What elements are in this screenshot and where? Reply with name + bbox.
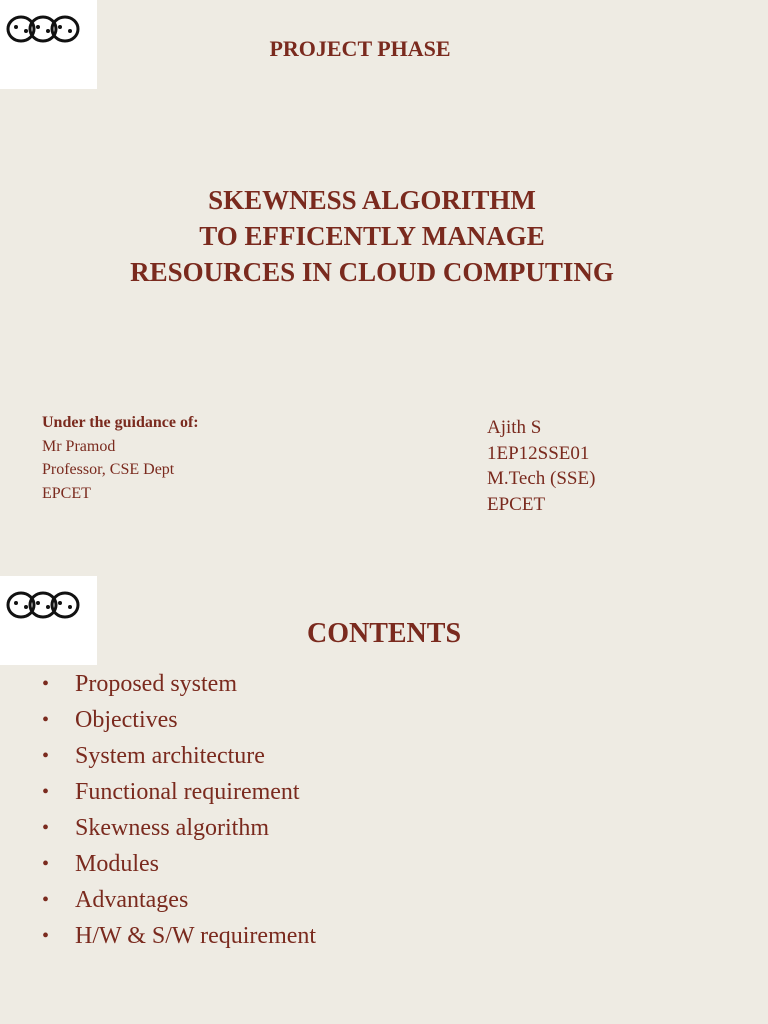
list-item-label: Objectives — [75, 707, 178, 733]
list-item-label: H/W & S/W requirement — [75, 923, 317, 949]
contents-list — [42, 666, 316, 954]
student-block — [487, 415, 595, 517]
student-course: M.Tech (SSE) — [487, 468, 596, 489]
student-usn: 1EP12SSE01 — [487, 442, 590, 464]
guide-name: Mr Pramod — [42, 437, 116, 455]
list-item — [42, 702, 316, 738]
list-item-label: Skewness algorithm — [75, 815, 269, 841]
contents-heading: CONTENTS — [306, 618, 462, 649]
bullet-icon: • — [42, 817, 50, 839]
list-item — [42, 882, 316, 918]
list-item-label: Advantages — [75, 887, 189, 913]
list-item — [42, 810, 316, 846]
list-item-label: Functional requirement — [75, 779, 300, 805]
bullet-icon: • — [42, 673, 50, 695]
bullet-icon: • — [42, 709, 50, 731]
list-item-label: Proposed system — [75, 671, 237, 697]
project-phase-heading: PROJECT PHASE — [269, 36, 451, 61]
list-item — [42, 774, 316, 810]
title-line: RESOURCES IN CLOUD COMPUTING — [130, 257, 614, 287]
student-name: Ajith S — [487, 417, 542, 438]
bullet-icon: • — [42, 745, 50, 767]
bullet-icon: • — [42, 925, 50, 947]
title-line: SKEWNESS ALGORITHM — [208, 185, 536, 215]
contents-slide — [0, 576, 768, 1024]
list-item — [42, 738, 316, 774]
list-item — [42, 666, 316, 702]
guidance-block — [42, 411, 199, 505]
list-item — [42, 846, 316, 882]
bullet-icon: • — [42, 853, 50, 875]
list-item — [42, 918, 316, 954]
guide-designation: Professor, CSE Dept — [42, 461, 175, 478]
bullet-icon: • — [42, 889, 50, 911]
list-item-label: System architecture — [75, 743, 265, 769]
college-logo-icon — [4, 588, 82, 622]
guidance-heading: Under the guidance of: — [42, 414, 199, 431]
list-item-label: Modules — [75, 851, 159, 877]
project-title — [0, 182, 744, 290]
bullet-icon: • — [42, 781, 50, 803]
student-institution: EPCET — [487, 493, 546, 515]
title-line: TO EFFICENTLY MANAGE — [199, 221, 545, 251]
guide-institution: EPCET — [42, 484, 91, 502]
